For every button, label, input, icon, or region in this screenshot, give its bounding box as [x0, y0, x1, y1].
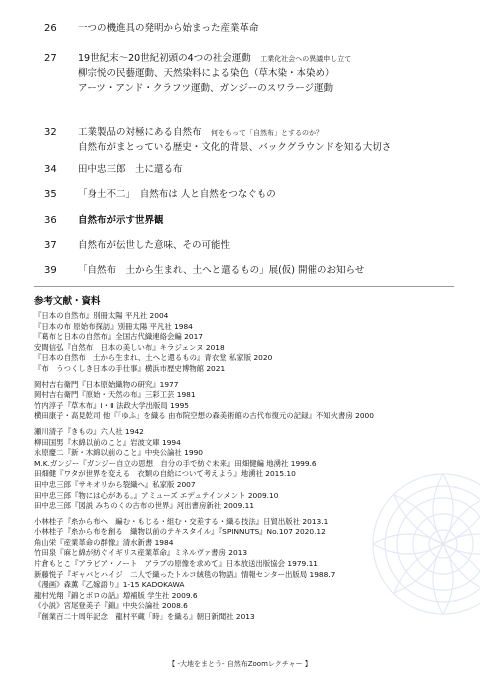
- toc-title: [78, 52, 464, 66]
- toc-title-text: 自然布が伝世した意味、その可能性: [78, 240, 231, 251]
- reference-group: [34, 427, 454, 512]
- toc-entry: [44, 52, 464, 96]
- reference-item: 田中忠三郎『サキオリから裂織へ』私家版 2007: [34, 479, 196, 489]
- toc-page-number: 32: [44, 127, 57, 138]
- toc-title: [78, 188, 464, 202]
- reference-item: 竹内淳子『草木布』Ⅰ・Ⅱ 法政大学出版局 1995: [34, 400, 189, 410]
- references-title: 参考文献・資料: [34, 296, 101, 307]
- toc-subline: [44, 81, 464, 96]
- toc-entry: [44, 214, 464, 228]
- toc-subline-text: 柳宗悦の民藝運動、天然染料による染色: [78, 68, 250, 79]
- toc-entry: [44, 126, 464, 155]
- reference-item: 『日本の自然布 土から生まれ、土へと還るもの』青衣堂 私家版 2020: [34, 353, 273, 363]
- toc-title-text: 19世紀末〜20世紀初頭の4つの社会運動: [78, 53, 261, 64]
- toc-subline-text: 自然布がまとっている歴史・文化的背景、バックグラウンドを知る大切さ: [78, 142, 392, 153]
- toc-entry: [44, 163, 464, 177]
- toc-subline: [44, 140, 464, 155]
- toc-page-number: 37: [44, 240, 57, 251]
- toc-page-number: 35: [44, 189, 57, 200]
- reference-item: 横田康子・高見乾司 他『「ゆふ」を織る 由布院空想の森美術館の古代布復元の記録』不知火書房 2000: [34, 411, 374, 421]
- reference-item: 田中忠三郎『図説 みちのくの古布の世界』河出書房新社 2009.11: [34, 501, 255, 511]
- reference-item: 『葛布と日本の自然布』全国古代織連絡会編 2017: [34, 332, 203, 342]
- toc-page-number: 34: [44, 164, 57, 175]
- reference-item: 田畑健『ワタが世界を変える 衣類の自給について考えよう』地湧社 2015.10: [34, 469, 296, 479]
- toc-title: [78, 126, 464, 140]
- toc-annotation: （草木染・本染め）: [249, 68, 335, 79]
- reference-item: 田中忠三郎『物には心がある。』アミューズ エデュテインメント 2009.10: [34, 490, 279, 500]
- section-divider: [34, 286, 454, 287]
- toc-title: [78, 214, 464, 228]
- footer-caption: 【 -大地をまとう- 自然布Zoomレクチャー 】: [168, 660, 312, 668]
- reference-item: M.K.ガンジー『ガンジー自立の思想 自分の手で紡ぐ未来』田畑健編 地湧社 1999.6: [34, 458, 317, 468]
- reference-group: [34, 380, 454, 422]
- toc-subline: [44, 66, 464, 81]
- reference-item: 『布 うつくしき日本の手仕事』横浜市歴史博物館 2021: [34, 363, 226, 373]
- toc-entry: [44, 188, 464, 202]
- toc-entry: [44, 264, 464, 278]
- reference-item: 『創業百二十周年記念 龍村平蔵「時」を織る』朝日新聞社 2013: [34, 612, 255, 622]
- reference-item: 《小説》宮尾登美子『錦』中央公論社 2008.6: [34, 601, 188, 611]
- reference-group: [34, 311, 454, 375]
- reference-item: 龍村光翔『錦とボロの話』増補版 学生社 2009.6: [34, 590, 198, 600]
- references-section: [34, 295, 454, 628]
- toc-title-text: 工業製品の対極にある自然布: [78, 127, 212, 138]
- toc-title-text: 「身土不二」 自然布は 人と自然をつなぐもの: [78, 189, 276, 200]
- reference-item: 竹田泉『麻と綿が紡ぐイギリス産業革命』ミネルヴァ書房 2013: [34, 548, 248, 558]
- toc-annotation: 何をもって「自然布」とするのか？: [211, 129, 324, 137]
- reference-item: 『日本の自然布』別冊太陽 平凡社 2004: [34, 311, 169, 320]
- reference-item: 安間信弘『自然布 日本の美しい布』キラジェンヌ 2018: [34, 342, 225, 352]
- toc-title: [78, 22, 464, 36]
- toc-annotation: 工業化社会への異議申し立て: [260, 55, 352, 63]
- toc-page-number: 27: [44, 53, 57, 64]
- toc-subline-text: アーツ・アンド・クラフツ運動、ガンジーのスワラージ運動: [78, 83, 334, 94]
- toc-title: [78, 264, 464, 278]
- references-list: [34, 311, 454, 623]
- reference-item: 角山栄『産業革命の群像』清水新書 1984: [34, 537, 174, 547]
- reference-group: [34, 517, 454, 623]
- toc-entry: [44, 239, 464, 253]
- toc-title-text: 「自然布 土から生まれ、土へと還るもの」展(仮) 開催のお知らせ: [78, 265, 365, 276]
- reference-item: 永原慶二『新・木綿以前のこと』中央公論社 1990: [34, 448, 203, 458]
- toc-title: [78, 239, 464, 253]
- toc-page-number: 26: [44, 23, 57, 34]
- reference-item: 柳田国男『木綿以前のこと』岩波文庫 1994: [34, 437, 181, 447]
- reference-item: 小林桂子『糸から布へ 編む・もじる・組む・交差する・織る技法』日貿出版社 2013.1: [34, 516, 329, 526]
- reference-item: 《漫画》森薫『乙嫁語り』1-15 KADOKAWA: [34, 580, 185, 590]
- reference-item: 『日本の布 原始布探訪』別冊太陽 平凡社 1984: [34, 321, 193, 331]
- toc-title: [78, 163, 464, 177]
- reference-item: 瀬川清子『きもの』六人社 1942: [34, 426, 144, 436]
- toc-page-number: 36: [44, 215, 57, 226]
- reference-item: 新藤悦子『ギャバとハイジ 二人で織ったトルコ絨毯の物語』情報センター出版局 1988.7: [34, 569, 336, 579]
- reference-item: 岡村吉右衛門『原始・天然の布』三彩工芸 1981: [34, 390, 196, 400]
- toc-entry: [44, 22, 464, 36]
- reference-item: 小林桂子『糸から布を創る 織物以前のテキスタイル』『SPINNUTS』No.107 2020.12: [34, 527, 326, 537]
- toc-title-text: 田中忠三郎 土に還る布: [78, 164, 183, 175]
- reference-item: 岡村吉右衛門『日本原始織物の研究』1977: [34, 379, 179, 389]
- reference-item: 片倉もとこ『アラビア・ノート アラブの原像を求めて』日本放送出版協会 1979.11: [34, 559, 318, 569]
- toc-title-text: 自然布が示す世界観: [78, 215, 164, 226]
- toc-title-text: 一つの機進具の発明から始まった産業革命: [78, 23, 259, 34]
- toc-page-number: 39: [44, 265, 57, 276]
